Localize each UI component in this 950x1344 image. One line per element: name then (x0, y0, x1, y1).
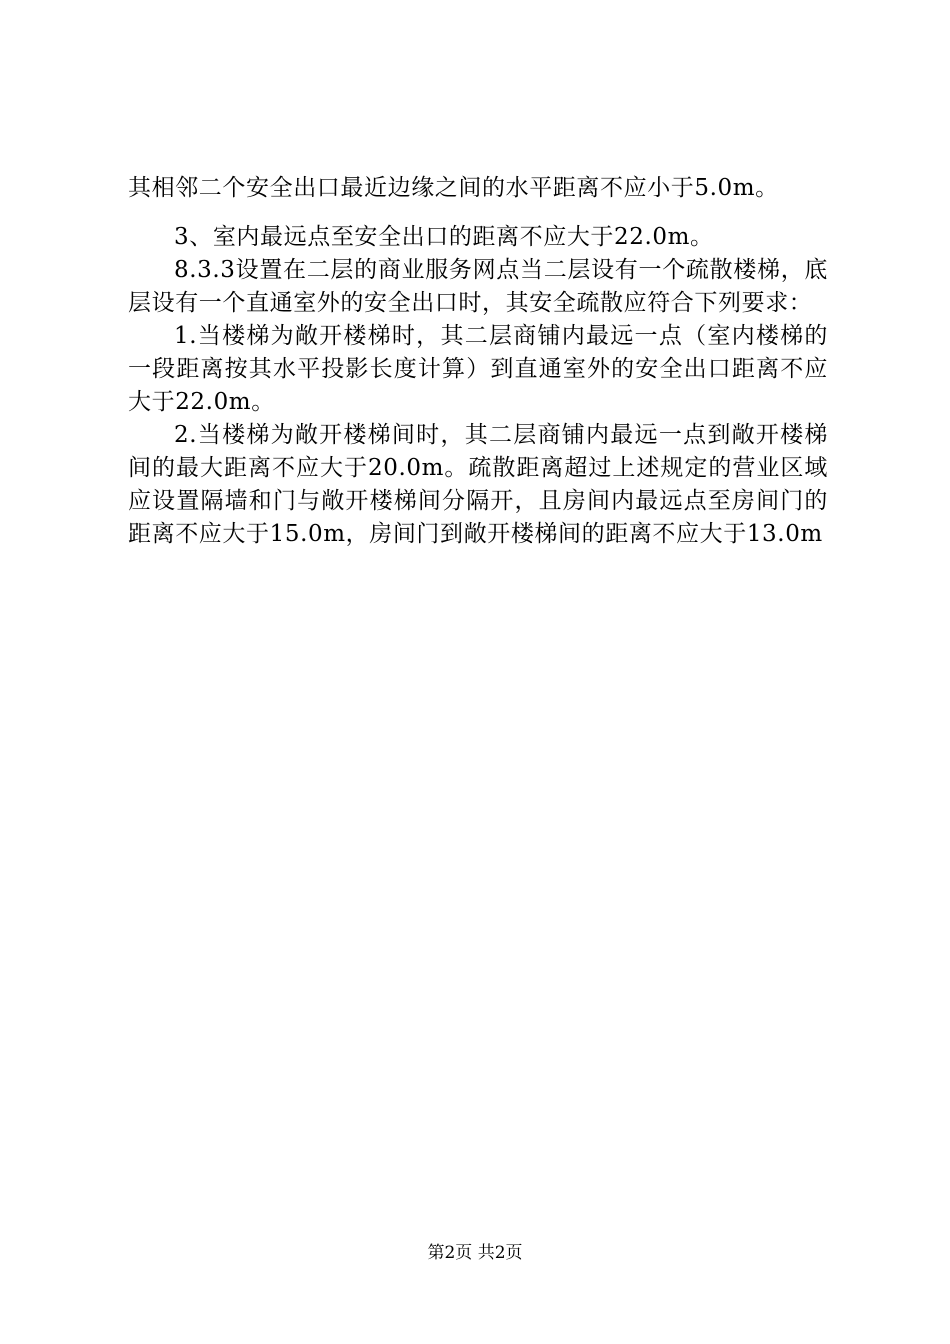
paragraph-requirement-2: 2.当楼梯为敞开楼梯间时，其二层商铺内最远一点到敞开楼梯间的最大距离不应大于20.0m。疏散距离超过上述规定的营业区域应设置隔墙和门与敞开楼梯间分隔开，且房间内最远点至房间门的距离不应大于15.0m，房间门到敞开楼梯间的距离不应大于13.0m (128, 422, 828, 547)
paragraph-requirement-1: 1.当楼梯为敞开楼梯时，其二层商铺内最远一点（室内楼梯的一段距离按其水平投影长度计算）到直通室外的安全出口距离不应大于22.0m。 (128, 323, 828, 415)
page-footer: 第2页 共2页 (427, 1243, 523, 1263)
paragraph-clause-8-3-3: 8.3.3设置在二层的商业服务网点当二层设有一个疏散楼梯，底层设有一个直通室外的安全出口时，其安全疏散应符合下列要求： (128, 257, 828, 316)
paragraph-continuation: 其相邻二个安全出口最近边缘之间的水平距离不应小于5.0m。 (128, 175, 779, 201)
paragraph-item-3: 3、室内最远点至安全出口的距离不应大于22.0m。 (174, 224, 714, 250)
document-body (128, 172, 828, 551)
